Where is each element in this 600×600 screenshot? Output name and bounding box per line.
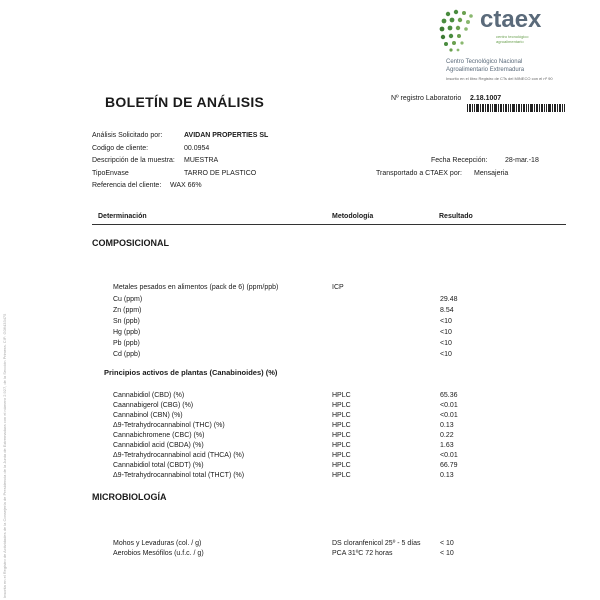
metal-value: <10 [440, 318, 452, 325]
principio-name: Δ9-Tetrahydrocannabinol (THC) (%) [113, 422, 225, 429]
principio-name: Δ9-Tetrahydrocannabinol acid (THCA) (%) [113, 452, 245, 459]
principio-method: HPLC [332, 422, 351, 429]
metal-value: 8.54 [440, 307, 454, 314]
logo-line1: Centro Tecnológico Nacional [446, 59, 523, 65]
metal-name: Cu (ppm) [113, 296, 143, 303]
principio-name: Cannabidiol (CBD) (%) [113, 392, 185, 399]
principio-value: <0.01 [440, 412, 458, 419]
metal-name: Sn (ppb) [113, 318, 140, 325]
principio-method: HPLC [332, 432, 351, 439]
principio-value: 0.13 [440, 422, 454, 429]
referencia-value: WAX 66% [170, 182, 202, 189]
metal-value: 29.48 [440, 296, 458, 303]
micro-name: Aerobios Mesófilos (u.f.c. / g) [113, 550, 204, 557]
logo-dots-icon [438, 8, 486, 56]
solicitado-value: AVIDAN PROPERTIES SL [184, 132, 269, 139]
transportado-value: Mensajeria [474, 170, 509, 177]
barcode-icon [467, 104, 567, 112]
side-note: Inscrita en el Registro de Actividades de la Consejería de Presidencia de la Junta de Extremadura con el número 2.927, de la Sección Primera. CIF: G06433475 [2, 313, 7, 598]
ctaex-logo [438, 8, 568, 86]
principio-value: 0.13 [440, 472, 454, 479]
metales-label: Metales pesados en alimentos (pack de 6) (ppm/ppb) [113, 284, 279, 291]
col-metodologia: Metodología [332, 213, 374, 220]
metal-value: <10 [440, 351, 452, 358]
micro-name: Mohos y Levaduras (col. / g) [113, 540, 202, 547]
micro-value: < 10 [440, 540, 454, 547]
descripcion-value: MUESTRA [184, 157, 219, 164]
principio-value: 65.36 [440, 392, 458, 399]
col-determinacion: Determinación [98, 213, 147, 220]
principio-name: Cannabichromene (CBC) (%) [113, 432, 205, 439]
metal-value: <10 [440, 340, 452, 347]
envase-label: TipoEnvase [92, 170, 129, 177]
principio-name: Caannabigerol (CBG) (%) [113, 402, 194, 409]
micro-value: < 10 [440, 550, 454, 557]
principio-method: HPLC [332, 402, 351, 409]
descripcion-label: Descripción de la muestra: [92, 157, 175, 164]
metales-method: ICP [332, 284, 344, 291]
codigo-label: Codigo de cliente: [92, 145, 149, 152]
header-rule [92, 224, 566, 225]
principio-method: HPLC [332, 412, 351, 419]
microbiologia-title: MICROBIOLOGÍA [92, 492, 167, 502]
metal-value: <10 [440, 329, 452, 336]
metal-name: Cd (ppb) [113, 351, 141, 358]
fecha-value: 28-mar.-18 [505, 157, 539, 164]
codigo-value: 00.0954 [184, 145, 210, 152]
logo-line3: Inscrito en el libro Registro de CTs del MINECO con el nº 90 [446, 76, 553, 81]
composicional-title: COMPOSICIONAL [92, 238, 170, 248]
envase-value: TARRO DE PLASTICO [184, 170, 257, 177]
principio-name: Cannabidiol acid (CBDA) (%) [113, 442, 204, 449]
principio-name: Cannabinol (CBN) (%) [113, 412, 183, 419]
principio-value: 1.63 [440, 442, 454, 449]
principio-method: HPLC [332, 462, 351, 469]
micro-method: PCA 31ºC 72 horas [332, 550, 393, 557]
transportado-label: Transportado a CTAEX por: [376, 170, 462, 177]
registro-label: Nº registro Laboratorio [391, 95, 462, 102]
principio-method: HPLC [332, 452, 351, 459]
logo-line2: Agroalimentario Extremadura [446, 67, 525, 73]
principios-title: Principios activos de plantas (Canabinoides) (%) [104, 368, 278, 377]
fecha-label: Fecha Recepción: [431, 157, 488, 164]
principio-value: <0.01 [440, 452, 458, 459]
metal-name: Pb (ppb) [113, 340, 140, 347]
col-resultado: Resultado [439, 213, 473, 220]
principio-method: HPLC [332, 392, 351, 399]
principio-name: Cannabidiol total (CBDT) (%) [113, 462, 204, 469]
principio-method: HPLC [332, 472, 351, 479]
principio-value: 0.22 [440, 432, 454, 439]
logo-name: ctaex [480, 6, 542, 33]
logo-tagline: centro tecnológico agroalimentario [496, 34, 529, 44]
principio-value: <0.01 [440, 402, 458, 409]
solicitado-label: Análisis Solicitado por: [92, 132, 163, 139]
registro-value: 2.18.1007 [470, 95, 502, 102]
principio-name: Δ9-Tetrahydrocannabinol total (THCT) (%) [113, 472, 245, 479]
referencia-label: Referencia del cliente: [92, 182, 162, 189]
principio-value: 66.79 [440, 462, 458, 469]
micro-method: DS cloranfenicol 25º - 5 días [332, 540, 421, 547]
metal-name: Zn (ppm) [113, 307, 142, 314]
metal-name: Hg (ppb) [113, 329, 141, 336]
page-title: BOLETÍN DE ANÁLISIS [105, 94, 265, 110]
principio-method: HPLC [332, 442, 351, 449]
